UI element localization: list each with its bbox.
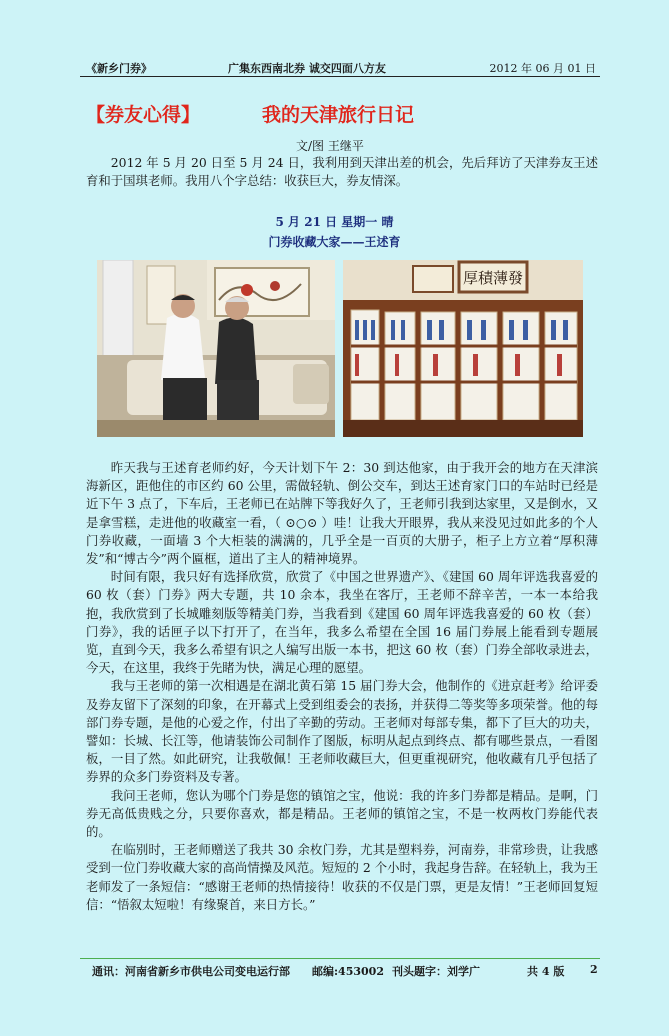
body-paragraph: 在临别时，王老师赠送了我共 30 余枚门券，尤其是塑料券，河南券，非常珍贵，让我感受到一位门券收藏大家的高尚情操及风范。短短的 2 个小时，我起身告辞。在轻轨上，我为王老师发了一条短信：“感谢王老师的热情接待！收获的不仅是门票，更是友情！”王老师回复短信：“悟叙太短啦！有缘聚首，来日方长。” xyxy=(86,842,598,912)
diary-date: 5 月 21 日 星期一 晴 xyxy=(275,215,394,229)
page-number: 2 xyxy=(590,963,598,976)
page-header xyxy=(80,58,600,77)
plaque-calligraphy: 厚積薄發 xyxy=(462,269,524,287)
body-paragraph: 我与王老师的第一次相遇是在湖北黄石第 15 届门券大会，他制作的《进京赶考》给评委及券友留下了深刻的印象，在开幕式上受到组委会的表扬，并获得二等奖等多项荣誉。他的每部门券专题，是他的心爱之作，付出了辛勤的劳动。王老师对每部专集，都下了巨大的功夫，譬如：长城、长江等，他请装饰公司制作了图版，标明从起点到终点、都有哪些景点，一看图板，一目了然。如此研究，让我敬佩！王老师收藏巨大，但更重视研究，他收藏有几乎包括了券界的众多门券资料及专著。 xyxy=(86,678,598,785)
footer-inscription: 刊头题字：刘学广 xyxy=(392,965,480,978)
section-tag: 【券友心得】 xyxy=(86,104,201,126)
body-paragraph: 时间有限，我只好有选择欣赏，欣赏了《中国之世界遗产》、《建国 60 周年评选我喜爱的 60 枚（套）门券》两大专题，共 10 余本，我坐在客厅，王老师不辞辛苦，一本一本给我抱，我欣赏到了长城雕刻版等精美门券，当我看到《建国 60 周年评选我喜爱的 60 枚（套）门券》，我的话匣子以下打开了，在当年，我多么希望在全国 16 届门券展上能看到专题展览，直到今天，我多么希望有识之人编写出版一本书，把这 60 枚（套）门券全部收录进去，今天，在这里，我终于先睹为快，满足心理的愿望。 xyxy=(86,569,598,676)
footer-postcode: 邮编:453002 xyxy=(312,965,384,978)
newsletter-name: 《新乡门券》 xyxy=(86,62,152,75)
body-paragraph: 我问王老师，您认为哪个门券是您的镇馆之宝，他说：我的许多门券都是精品。是啊，门券无高低贵贱之分，只要你喜欢，都是精品。王老师的镇馆之宝，不是一枚两枚门券能代表的。 xyxy=(86,787,598,840)
intro-text: 2012 年 5 月 20 日至 5 月 24 日，我利用到天津出差的机会，先后拜访了天津券友王述育和于国琪老师。我用八个字总结：收获巨大，券友情深。 xyxy=(86,155,598,189)
footer-divider xyxy=(80,958,600,959)
diary-subheading: 门券收藏大家——王述育 xyxy=(268,235,401,249)
byline: 文/图 王继平 xyxy=(296,139,364,153)
issue-date: 2012 年 06 月 01 日 xyxy=(489,62,596,75)
footer-page-count: 共 4 版 xyxy=(527,965,565,978)
page-footer xyxy=(86,963,600,983)
header-motto: 广集东西南北券 诚交四面八方友 xyxy=(228,62,386,75)
bookcase-collection-photo xyxy=(343,260,583,437)
footer-contact: 通讯：河南省新乡市供电公司变电运行部 xyxy=(92,965,290,978)
two-men-seated-on-sofa-photo xyxy=(97,260,335,437)
intro-paragraph xyxy=(86,154,598,190)
article-title: 我的天津旅行日记 xyxy=(262,104,415,126)
article-body xyxy=(86,459,598,914)
body-paragraph: 昨天我与王述育老师约好，今天计划下午 2：30 到达他家，由于我开会的地方在天津滨海新区，距他住的市区约 60 公里，需做轻轨、倒公交车，到达王述育家门口的车站时已经是近下午 3 点了，下车后，王老师已在站牌下等我好久了，王老师引我到达家里，又是倒水，又是拿雪糕，走进他的收藏室一看，（ ⊙○⊙ ）哇！让我大开眼界，我从来没见过如此多的个人门券收藏，一面墙 3 个大柜装的满满的，几乎全是一百页的大册子，柜子上方立着“厚积薄发”和“博古今”两个匾框，道出了主人的精神境界。 xyxy=(86,460,598,567)
